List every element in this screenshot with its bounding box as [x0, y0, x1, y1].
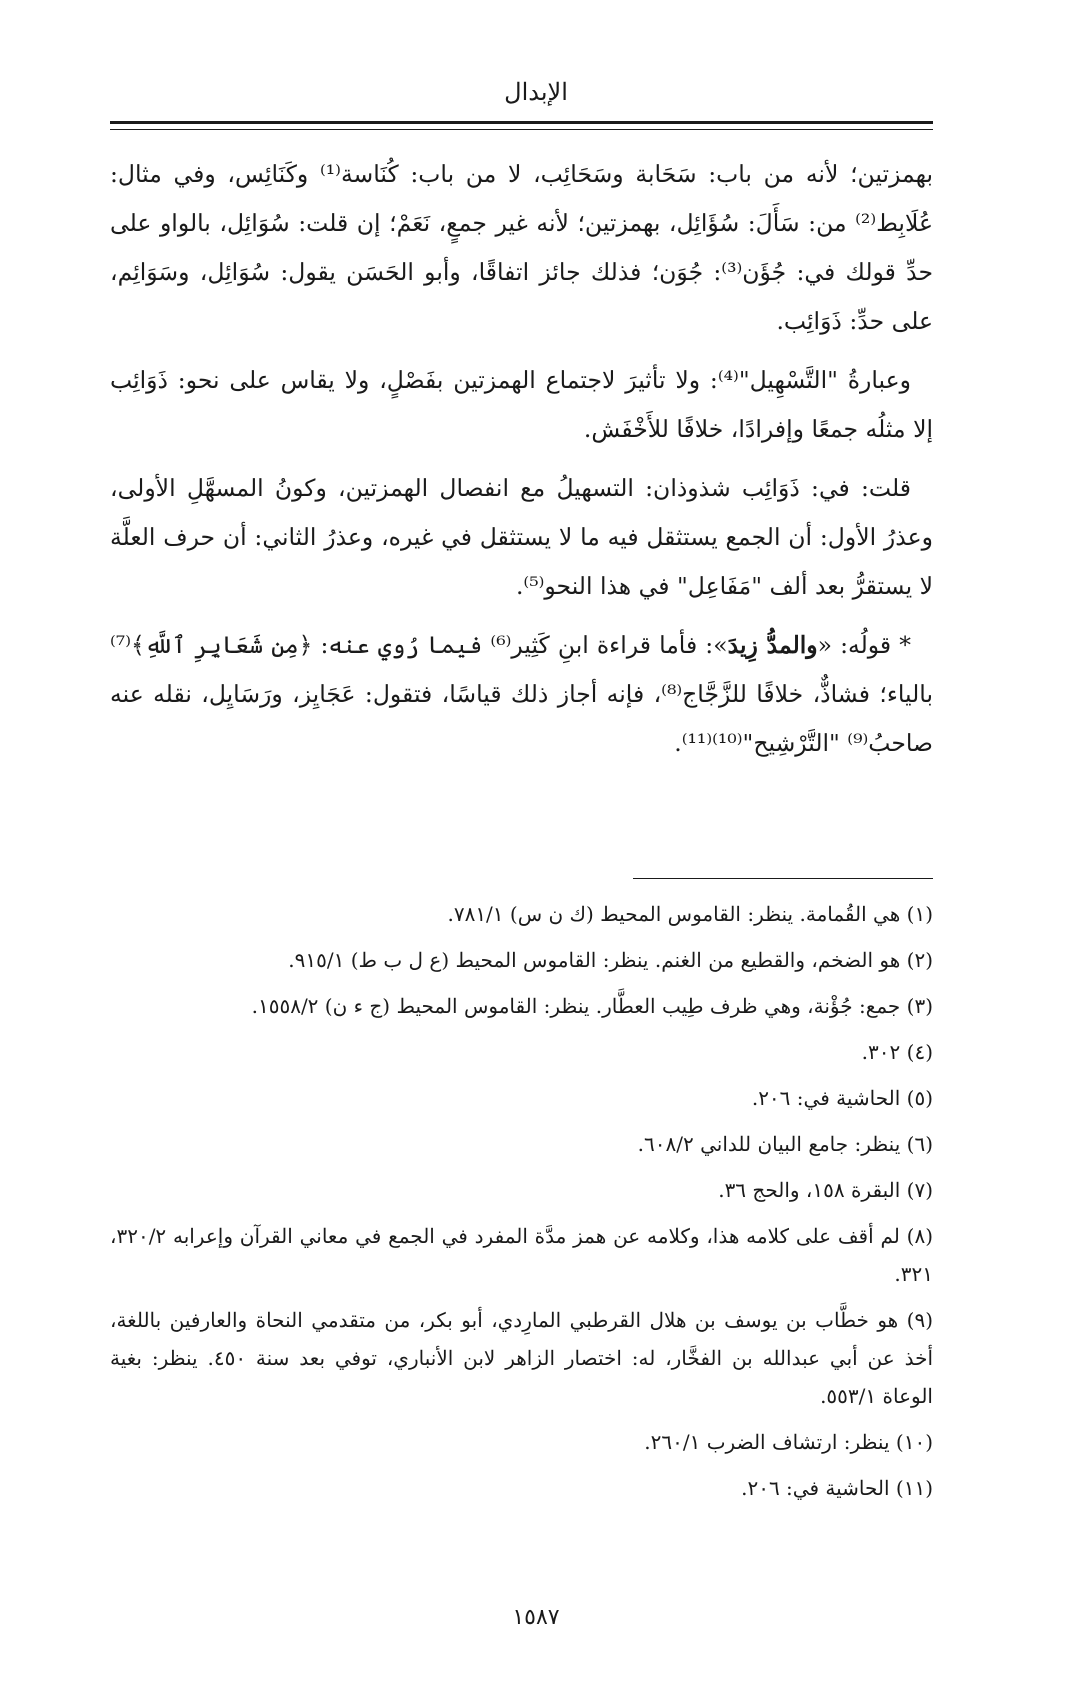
body-paragraph-3: قلت: في: ذَوَائِب شذوذان: التسهيلُ مع انفصال الهمزتين، وكونُ المسهَّلِ الأولى، وعذرُ الأول: أن الجمع يستثقل فيه ما لا يستثقل في غيره، وعذرُ الثاني: أن حرف العلَّة لا يستقرُّ بعد ألف "مَفَاعِل" في هذا النحو⁽⁵⁾.	[110, 474, 933, 600]
body-paragraph-2: وعبارةُ "التَّسْهِيل"⁽⁴⁾: ولا تأثيرَ لاجتماع الهمزتين بفَصْلٍ، ولا يقاس على نحو: ذَوَائِب إلا مثلُه جمعًا وإفرادًا، خلافًا للأَخْفَش.	[110, 366, 933, 443]
header-rule-thin	[110, 129, 933, 130]
footnote-5: (٥) الحاشية في: ٢٠٦.	[751, 1086, 933, 1110]
footnote-1: (١) هي القُمامة. ينظر: القاموس المحيط (ك ن س) ٧٨١/١.	[447, 902, 933, 926]
footnote-2: (٢) هو الضخم، والقطيع من الغنم. ينظر: القاموس المحيط (ع ل ب ط) ٩١٥/١.	[288, 948, 933, 972]
footnote-11: (١١) الحاشية في: ٢٠٦.	[741, 1476, 933, 1500]
footnote-6: (٦) ينظر: جامع البيان للداني ٦٠٨/٢.	[637, 1132, 933, 1156]
page-number: ١٥٨٧	[512, 1605, 560, 1630]
footnote-8: (٨) لم أقف على كلامه هذا، وكلامه عن همز مدَّة المفرد في الجمع في معاني القرآن وإعرابه ٣٢٠/٢، ٣٢١.	[110, 1224, 933, 1286]
footnote-separator	[633, 878, 933, 879]
footnote-10: (١٠) ينظر: ارتشاف الضرب ٢٦٠/١.	[644, 1430, 933, 1454]
footnote-9: (٩) هو خطَّاب بن يوسف بن هلال القرطبي المارِدي، أبو بكر، من متقدمي النحاة والعارفين باللغة، أخذ عن أبي عبدالله بن الفخَّار، له: اختصار الزاهر لابن الأنباري، توفي بعد سنة ٤٥٠. ينظر: بغية الوعاة ٥٥٣/١.	[110, 1308, 933, 1408]
main-text	[110, 150, 933, 778]
quoted-phrase: والمدُّ زِيدَ	[727, 631, 818, 659]
footnote-4: (٤) ٣٠٢.	[861, 1040, 933, 1064]
footnotes	[110, 895, 933, 1515]
header-rule-thick	[110, 121, 933, 124]
quote-lead: * قولُه: «	[817, 631, 911, 659]
footnote-7: (٧) البقرة ١٥٨، والحج ٣٦.	[718, 1178, 933, 1202]
footnote-3: (٣) جمع: جُؤْنة، وهي ظرف طِيب العطَّار. ينظر: القاموس المحيط (ج ء ن) ١٥٥٨/٢.	[251, 994, 933, 1018]
body-paragraph-4	[110, 621, 933, 768]
running-header: الإبدال	[504, 78, 568, 106]
body-paragraph-1: بهمزتين؛ لأنه من باب: سَحَابة وسَحَائِب، لا من باب: كُنَاسة⁽¹⁾ وكَنَائِس، وفي مثال: عُلَابِط⁽²⁾ من: سَأَلَ: سُؤَائِل، بهمزتين؛ لأنه غير جمعٍ، نَعَمْ؛ إن قلت: سُوَائِل، بالواو على حدِّ قولك في: جُؤَن⁽³⁾: جُوَن؛ فذلك جائز اتفاقًا، وأبو الحَسَن يقول: سُوَائِل، وسَوَائِم، على حدِّ: ذَوَائِب.	[110, 160, 933, 335]
quote-rest: »: فأما قراءة ابنِ كَثِير⁽⁶⁾ فيما رُوي عنه: ﴿مِن شَعَايِرِ ٱللَّهِ﴾⁽⁷⁾ بالياء؛ فشاذٌّ، خلافًا للزَّجَّاج⁽⁸⁾، فإنه أجاز ذلك قياسًا، فتقول: عَجَايِز، ورَسَايِل، نقله عنه صاحبُ⁽⁹⁾ "التَّرْشِيح"⁽¹⁰⁾⁽¹¹⁾.	[110, 631, 933, 757]
